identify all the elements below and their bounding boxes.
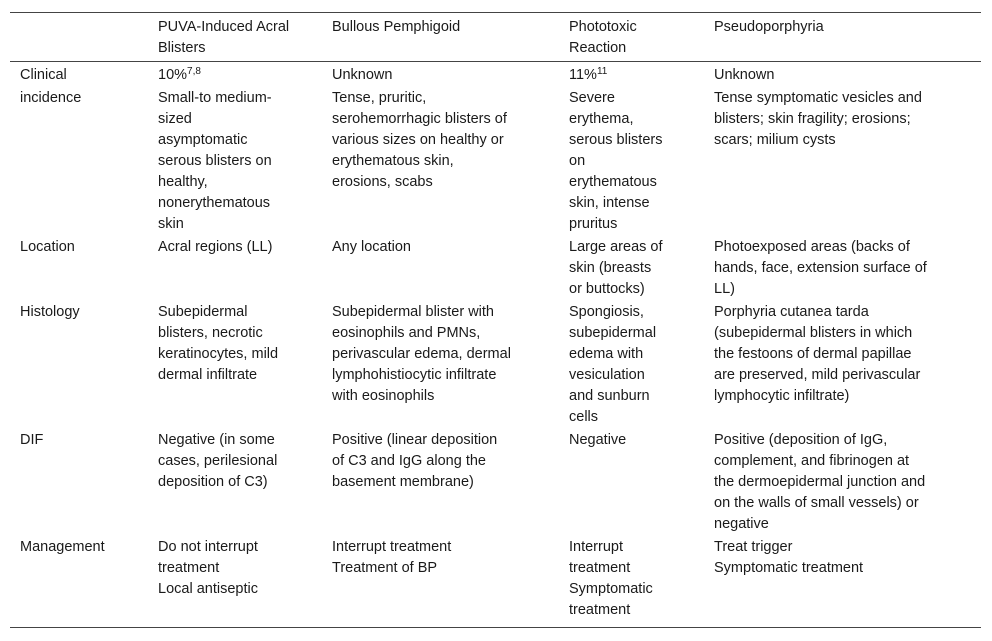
table-cell: Subepidermal blister with eosinophils and PMNs, perivascular edema, dermal lymphohistiocytic infiltrate with eosinophils (332, 304, 511, 404)
table-cell: Large areas of skin (breasts or buttocks) (569, 239, 663, 297)
table-cell (148, 65, 322, 86)
table-cell: Any location (332, 239, 411, 255)
table-row (10, 302, 981, 430)
table-cell: Positive (linear deposition of C3 and IgG along the basement membrane) (332, 432, 498, 490)
cell-value: 11% (569, 67, 597, 83)
table-cell: Tense, pruritic, serohemorrhagic blisters of various sizes on healthy or erythematous skin, erosions, scabs (332, 90, 507, 190)
table-cell (322, 65, 559, 86)
row-label: Management (20, 539, 105, 555)
table-cell: Porphyria cutanea tarda (subepidermal blisters in which the festoons of dermal papillae are preserved, mild perivascular lymphocytic infiltrate) (714, 304, 921, 404)
header-cell-bullous-pemphigoid: Bullous Pemphigoid (332, 19, 461, 35)
table-row (10, 237, 981, 302)
table-cell: Interrupt treatment Treatment of BP (332, 539, 452, 576)
table-cell: Severe erythema, serous blisters on erythematous skin, intense pruritus (569, 90, 663, 232)
comparison-table (10, 12, 981, 628)
table-cell: Small-to medium- sized asymptomatic serous blisters on healthy, nonerythematous skin (158, 90, 272, 232)
header-cell-phototoxic: Phototoxic Reaction (569, 19, 637, 56)
cell-value: 10% (158, 67, 188, 83)
table-cell: Positive (deposition of IgG, complement, and fibrinogen at the dermoepidermal junction and on the walls of small vessels) or negative (714, 432, 926, 532)
header-cell-empty (10, 13, 148, 61)
table-cell: Negative (569, 432, 627, 448)
cell-value: Unknown (714, 67, 775, 83)
table-row (10, 537, 981, 627)
table-cell (704, 65, 981, 86)
table-cell: Interrupt treatment Symptomatic treatment (569, 539, 653, 618)
row-label: incidence (20, 90, 82, 106)
header-cell-pseudoporphyria: Pseudoporphyria (714, 19, 824, 35)
row-label: Location (20, 239, 75, 255)
table-cell: Photoexposed areas (backs of hands, face, extension surface of LL) (714, 239, 927, 297)
header-cell-puva: PUVA-Induced Acral Blisters (158, 19, 290, 56)
table-row (10, 65, 981, 86)
table-cell: Tense symptomatic vesicles and blisters; skin fragility; erosions; scars; milium cysts (714, 90, 922, 148)
table-row (10, 430, 981, 537)
table-cell: Spongiosis, subepidermal edema with vesiculation and sunburn cells (569, 304, 657, 425)
row-label: Histology (20, 304, 80, 320)
row-label: DIF (20, 432, 44, 448)
cell-value: Unknown (332, 67, 393, 83)
table-cell: Treat trigger Symptomatic treatment (714, 539, 864, 576)
table-cell: Subepidermal blisters, necrotic keratinocytes, mild dermal infiltrate (158, 304, 279, 383)
table-cell: Negative (in some cases, perilesional deposition of C3) (158, 432, 278, 490)
table-header-row (10, 13, 981, 62)
table-cell (559, 65, 704, 86)
table-cell: Acral regions (LL) (158, 239, 273, 255)
table-row (10, 88, 981, 237)
reference-superscript: 11 (596, 66, 608, 77)
row-label: Clinical (20, 67, 67, 83)
reference-superscript: 7,8 (187, 66, 201, 77)
table-cell: Do not interrupt treatment Local antiseptic (158, 539, 258, 597)
